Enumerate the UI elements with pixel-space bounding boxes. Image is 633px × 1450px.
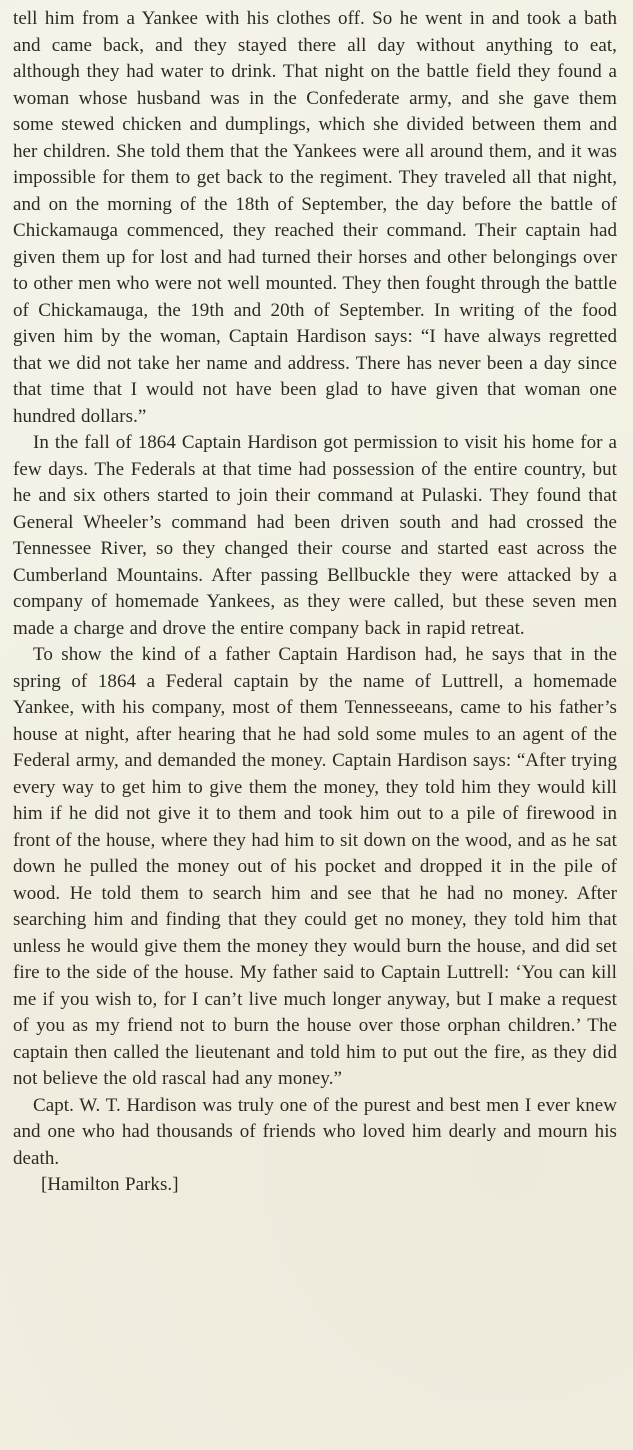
paragraph-fall-1864: In the fall of 1864 Captain Hardison got permission to visit his home for a few days. The Federals at that time had possession of the entire country, but he and six others started to join their command at Pulaski. They found that General Wheeler’s command had been driven south and had crossed the Tennessee River, so they changed their course and started east across the Cumberland Mountains. After passing Bellbuckle they were attacked by a company of homemade Yankees, as they were called, but these seven men made a charge and drove the entire company back in rapid retreat.: [13, 432, 617, 639]
author-attribution: [Hamilton Parks.]: [41, 1174, 179, 1195]
paragraph-father-story: To show the kind of a father Captain Hardison had, he says that in the spring of 1864 a Federal captain by the name of Luttrell, a homemade Yankee, with his company, most of them Tennesseeans, came to his father’s house at night, after hearing that he had sold some mules to an agent of the Federal army, and demanded the money. Captain Hardison says: “After trying every way to get him to give them the money, they told him they would kill him if he did not give it to them and took him out to a pile of firewood in front of the house, where they had him to sit down on the wood, and as he sat down he pulled the money out of his pocket and dropped it in the pile of wood. He told them to search him and see that he had no money. After searching him and finding that they could get no money, they told him that unless he would give them the money they would burn the house, and did set fire to the side of the house. My father said to Captain Luttrell: ‘You can kill me if you wish to, for I can’t live much longer anyway, but I make a request of you as my friend not to burn the house over those orphan children.’ The captain then called the lieutenant and told him to put out the fire, as they did not believe the old rascal had any money.”: [13, 644, 617, 1089]
paragraph-tribute: Capt. W. T. Hardison was truly one of the purest and best men I ever knew and one who had thousands of friends who loved him dearly and mourn his death.: [13, 1094, 617, 1169]
paragraph-battle-field: tell him from a Yankee with his clothes off. So he went in and took a bath and came back, and they stayed there all day without anything to eat, although they had water to drink. That night on the battle field they found a woman whose husband was in the Confederate army, and she gave them some stewed chicken and dumplings, which she divided between them and her children. She told them that the Yankees were all around them, and it was impossible for them to get back to the regiment. They traveled all that night, and on the morning of the 18th of September, the day before the battle of Chickamauga commenced, they reached their command. Their captain had given them up for lost and had turned their horses and other belongings over to other men who were not well mounted. They then fought through the battle of Chickamauga, the 19th and 20th of September. In writing of the food given him by the woman, Captain Hardison says: “I have always regretted that we did not take her name and address. There has never been a day since that time that I would not have been glad to have given that woman one hundred dollars.”: [13, 8, 617, 427]
